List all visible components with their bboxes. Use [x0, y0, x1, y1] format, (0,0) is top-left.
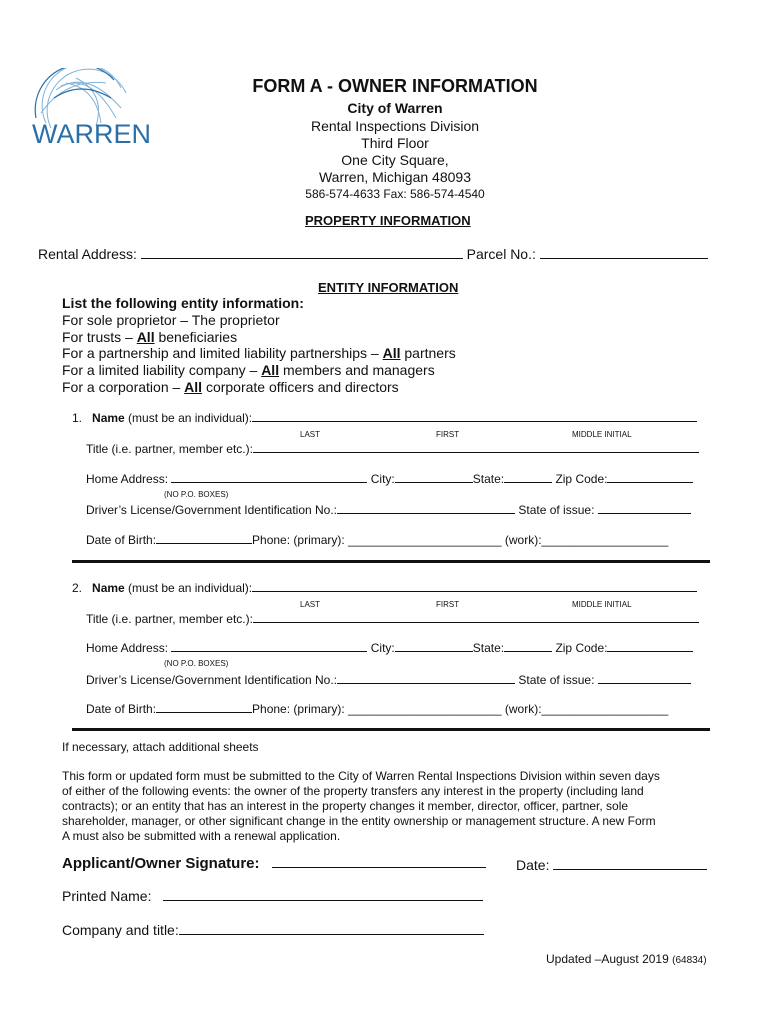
- zip-field[interactable]: [607, 470, 693, 483]
- division-name: Rental Inspections Division: [310, 118, 480, 134]
- state-of-issue-label: State of issue:: [518, 503, 595, 517]
- name-label: Name: [92, 581, 125, 595]
- dob-label: Date of Birth:: [86, 702, 157, 716]
- entity-intro: List the following entity information:: [62, 295, 304, 311]
- city-name: City of Warren: [347, 100, 443, 116]
- phone-label: Phone: (primary): _______________________ (work):___________________: [252, 533, 669, 547]
- parcel-label: Parcel No.:: [466, 246, 536, 262]
- city-label: City:: [370, 472, 395, 486]
- name-note: (must be an individual):: [124, 411, 253, 425]
- block-number: 1.: [72, 411, 83, 425]
- state-label: State:: [472, 472, 505, 486]
- license-label: Driver’s License/Government Identification No.:: [86, 503, 338, 517]
- parcel-field[interactable]: [540, 246, 708, 259]
- entity-line-corporation: For a corporation – All corporate officers and directors: [62, 378, 399, 395]
- state-field[interactable]: [504, 470, 552, 483]
- first-caption: FIRST: [436, 430, 460, 439]
- home-address-label: Home Address:: [86, 641, 169, 655]
- phone-label: Phone: (primary): _______________________ (work):___________________: [252, 702, 669, 716]
- middle-caption: MIDDLE INITIAL: [572, 430, 632, 439]
- form-code: (64834): [672, 955, 707, 966]
- home-address-field[interactable]: [171, 470, 367, 483]
- name-field[interactable]: [252, 409, 697, 422]
- home-address-field[interactable]: [171, 639, 367, 652]
- license-field[interactable]: [337, 671, 515, 684]
- name-note: (must be an individual):: [124, 581, 253, 595]
- warren-logo: [26, 68, 196, 153]
- company-title-label: Company and title:: [62, 922, 179, 938]
- first-caption: FIRST: [436, 600, 460, 609]
- date-field[interactable]: [553, 857, 707, 870]
- printed-name-label: Printed Name:: [62, 888, 152, 904]
- state-of-issue-field[interactable]: [598, 501, 691, 514]
- po-box-note: (NO P.O. BOXES): [164, 490, 229, 499]
- title-label: Title (i.e. partner, member etc.):: [86, 612, 253, 626]
- address-line-1: One City Square,: [341, 152, 449, 168]
- section-divider: [72, 560, 710, 563]
- rental-address-label: Rental Address:: [38, 246, 137, 262]
- city-field[interactable]: [395, 470, 473, 483]
- entity-line-sole: For sole proprietor – The proprietor: [62, 311, 280, 328]
- attach-note: If necessary, attach additional sheets: [62, 740, 259, 754]
- zip-label: Zip Code:: [555, 472, 608, 486]
- title-field[interactable]: [253, 440, 699, 453]
- dob-field[interactable]: [156, 700, 252, 713]
- printed-name-field[interactable]: [163, 888, 483, 901]
- state-of-issue-field[interactable]: [598, 671, 691, 684]
- last-caption: LAST: [300, 430, 321, 439]
- middle-caption: MIDDLE INITIAL: [572, 600, 632, 609]
- last-caption: LAST: [300, 600, 321, 609]
- address-line-2: Warren, Michigan 48093: [318, 169, 471, 185]
- section-divider: [72, 728, 710, 731]
- svg-text:WARREN: WARREN: [32, 119, 151, 149]
- floor: Third Floor: [361, 135, 429, 151]
- dob-field[interactable]: [156, 531, 252, 544]
- state-field[interactable]: [504, 639, 552, 652]
- page-title: FORM A - OWNER INFORMATION: [252, 76, 538, 96]
- state-label: State:: [472, 641, 505, 655]
- state-of-issue-label: State of issue:: [518, 673, 595, 687]
- block-number: 2.: [72, 581, 83, 595]
- city-label: City:: [370, 641, 395, 655]
- submission-paragraph: This form or updated form must be submitted to the City of Warren Rental Inspections Division within seven days of either of the following events: the owner of the property transfers any interest in the property (including land contracts); or an entity that has an interest in the property changes it member, director, officer, partner, sole shareholder, manager, or other significant change in the entity ownership or management structure. A new Form A must also be submitted with a renewal application.: [62, 769, 660, 843]
- title-field[interactable]: [253, 610, 699, 623]
- logo-graphic-icon: [26, 68, 196, 153]
- home-address-label: Home Address:: [86, 472, 169, 486]
- dob-label: Date of Birth:: [86, 533, 157, 547]
- rental-address-field[interactable]: [141, 246, 463, 259]
- zip-label: Zip Code:: [555, 641, 608, 655]
- property-heading: PROPERTY INFORMATION: [305, 213, 471, 228]
- date-label: Date:: [516, 857, 550, 873]
- entity-line-partnership: For a partnership and limited liability partnerships – All partners: [62, 345, 456, 362]
- zip-field[interactable]: [607, 639, 693, 652]
- signature-field[interactable]: [272, 855, 486, 868]
- license-label: Driver’s License/Government Identification No.:: [86, 673, 338, 687]
- title-label: Title (i.e. partner, member etc.):: [86, 442, 253, 456]
- license-field[interactable]: [337, 501, 515, 514]
- name-field[interactable]: [252, 579, 697, 592]
- phone-fax: 586-574-4633 Fax: 586-574-4540: [305, 187, 485, 201]
- entity-heading: ENTITY INFORMATION: [318, 280, 459, 295]
- entity-line-trusts: For trusts – All beneficiaries: [62, 328, 238, 345]
- signature-label: Applicant/Owner Signature:: [62, 855, 260, 872]
- entity-line-llc: For a limited liability company – All members and managers: [62, 362, 435, 379]
- po-box-note: (NO P.O. BOXES): [164, 659, 229, 668]
- city-field[interactable]: [395, 639, 473, 652]
- company-title-field[interactable]: [179, 922, 484, 935]
- updated-date: Updated –August 2019: [546, 952, 669, 966]
- name-label: Name: [92, 411, 125, 425]
